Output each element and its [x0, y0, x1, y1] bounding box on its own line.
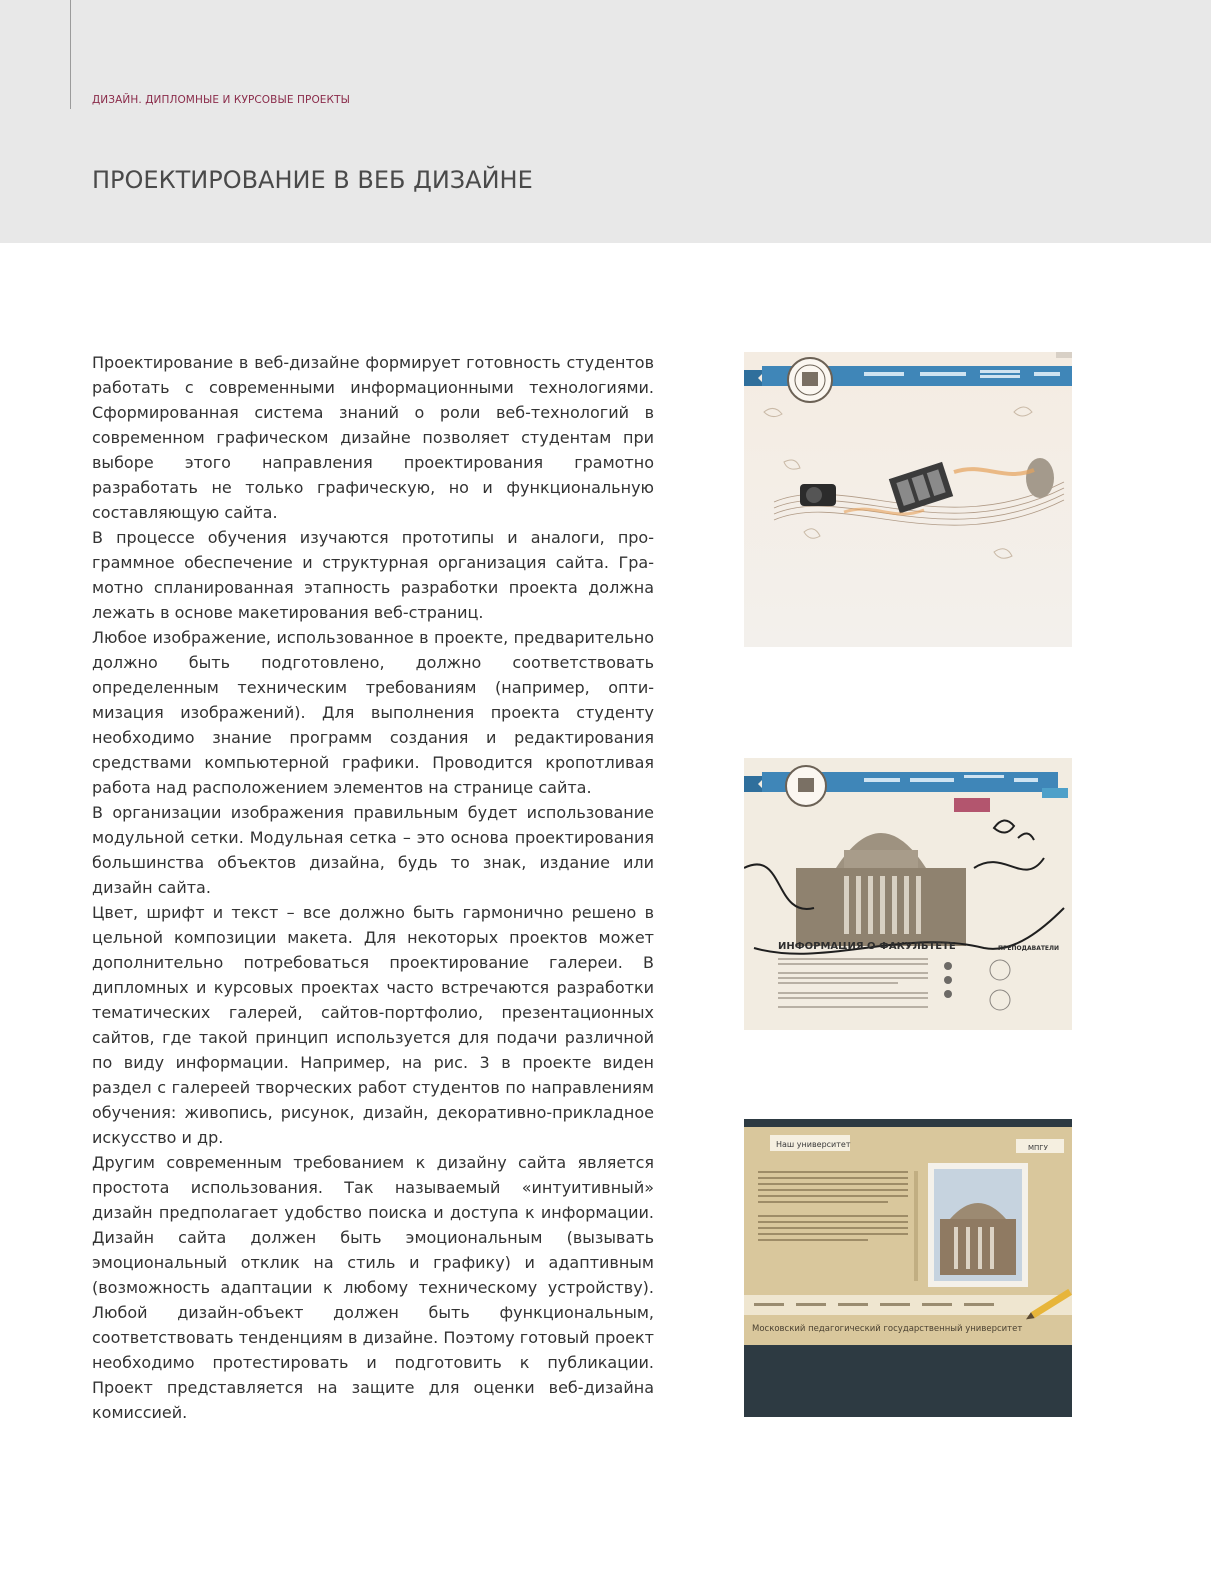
faculty-heading: ИНФОРМАЦИЯ О ФАКУЛЬТЕТЕ — [778, 941, 956, 952]
figure-1-illustration — [744, 352, 1072, 647]
figure-1-site-mockup — [744, 352, 1072, 647]
header-band — [0, 0, 1211, 243]
figure-2-illustration — [744, 758, 1072, 1030]
figure-2-faculty-page — [744, 758, 1072, 1030]
header-rule — [70, 0, 71, 109]
badge: МПГУ — [1028, 1144, 1048, 1152]
page-title: ПРОЕКТИРОВАНИЕ В ВЕБ ДИЗАЙНЕ — [92, 166, 533, 194]
paragraph-4: В организации изображения правильным будет использование модульной сетки. Модульная сетка – это основа проектирования большинства объектов дизайна, будь то знак, издание или дизайн сайта. — [92, 803, 654, 897]
figure-3-illustration — [744, 1119, 1072, 1417]
figure-3-university-page — [744, 1119, 1072, 1417]
paragraph-3: Любое изображение, использованное в проекте, предварительно должно быть подготовлено, должно соответствовать определенным техническим требованиям (например, оптимизация изображений). Для выполнения проекта студенту необходимо знание программ создания и редактирования средствами компьютерной графики. Проводится кропотливая работа над расположением элементов на странице сайта. — [92, 628, 654, 797]
tab-label: Наш университет — [776, 1140, 851, 1149]
running-head: ДИЗАЙН. ДИПЛОМНЫЕ И КУРСОВЫЕ ПРОЕКТЫ — [92, 94, 350, 106]
body-text — [92, 350, 654, 1425]
paragraph-6: Другим современным требованием к дизайну сайта является простота использования. Так называемый «интуитивный» дизайн предполагает удобство поиска и доступа к информации. Дизайн сайта должен быть эмоциональным (вызывать эмоциональный отклик на стиль и графику) и адаптивным (возможность адаптации к любому техническому устройству). Любой дизайн-объект должен быть функциональным, соответствовать тенденциям в дизайне. Поэтому готовый проект необходимо протестировать и подготовить к публикации. Проект представляется на защите для оценки веб-дизайна комиссией. — [92, 1153, 654, 1422]
paragraph-1: Проектирование в веб-дизайне формирует готовность студентов работать с современными информационными технологиями. Сформированная система знаний о роли веб-технологий в современном графическом дизайне позволяет студентам при выборе этого направления проектирования грамотно разработать не только графическую, но и функциональную составляющую сайта. — [92, 353, 654, 522]
paragraph-2: В процессе обучения изучаются прототипы и аналоги, программное обеспечение и структурная организация сайта. Грамотно спланированная этапность разработки проекта должна лежать в основе макетирования веб-страниц. — [92, 528, 654, 622]
teachers-heading: ПРЕПОДАВАТЕЛИ — [998, 945, 1060, 952]
footer-text: Московский педагогический государственный университет — [752, 1324, 1023, 1334]
paragraph-5: Цвет, шрифт и текст – все должно быть гармонично решено в цельной композиции макета. Для некоторых проектов может дополнительно потребоваться проектирование галереи. В дипломных и курсовых проектах часто встречаются разработки тематических галерей, сайтов-портфолио, презентационных сайтов, где такой принцип используется для подачи различной по виду информации. Например, на рис. 3 в проекте виден раздел с галереей творческих работ студентов по направлениям обучения: живопись, рисунок, дизайн, декоративно-прикладное искусство и др. — [92, 903, 654, 1147]
